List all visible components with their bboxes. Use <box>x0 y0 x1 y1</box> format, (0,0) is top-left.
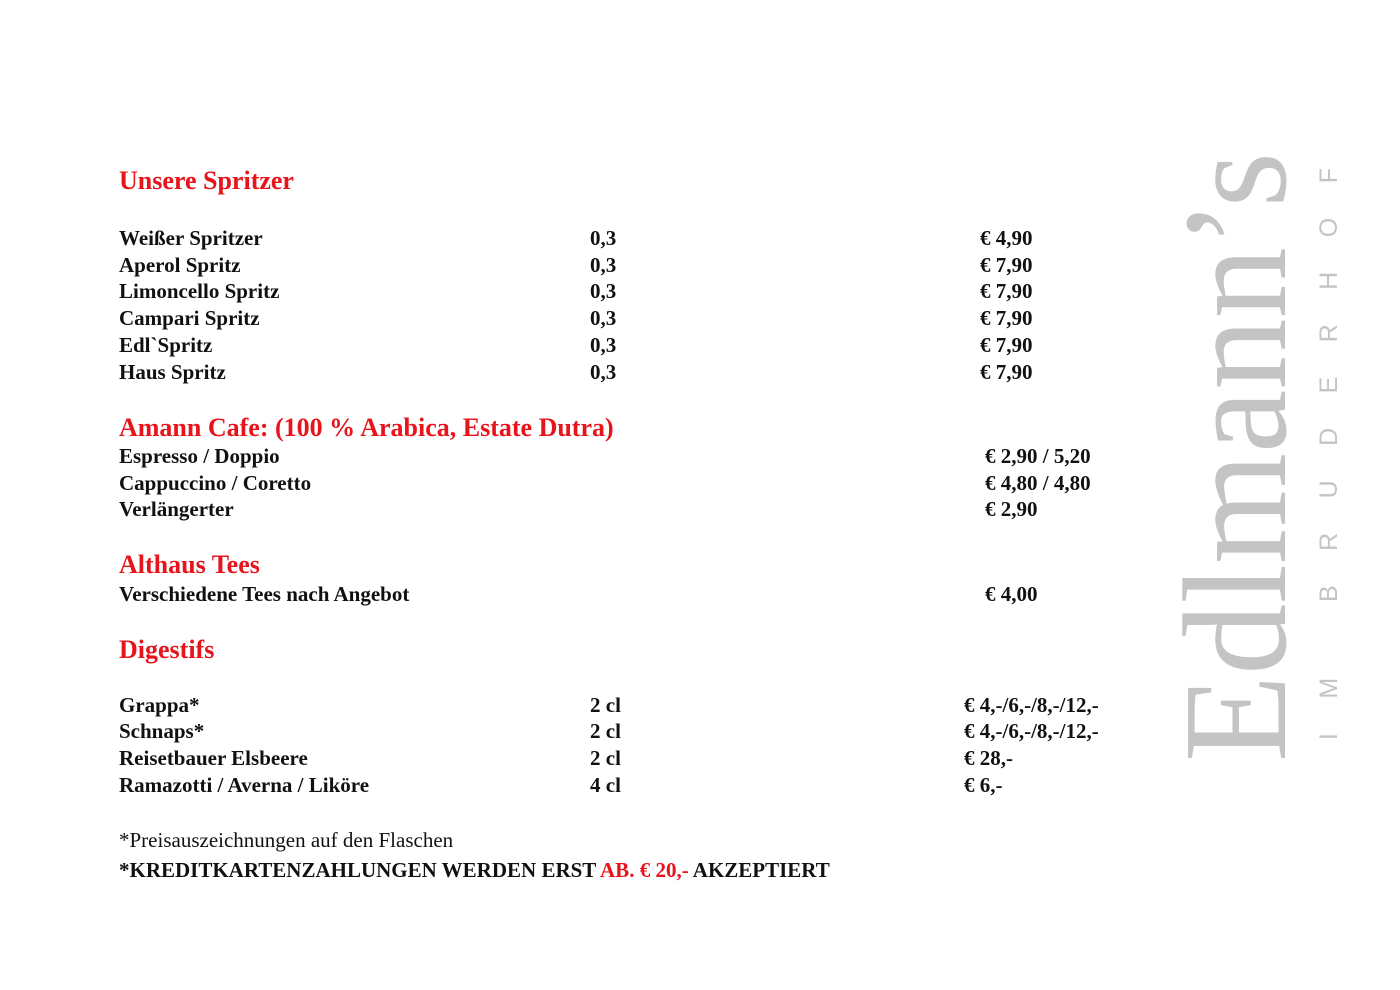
item-size: 0,3 <box>590 306 617 330</box>
item-size: 0,3 <box>590 279 617 303</box>
item-name: Limoncello Spritz <box>119 279 280 303</box>
note-prices-on-bottles: *Preisauszeichnungen auf den Flaschen <box>119 828 454 852</box>
note-card-suffix: AKZEPTIERT <box>692 858 830 882</box>
menu-item-row <box>119 496 1169 523</box>
item-price: € 7,90 <box>980 253 1033 277</box>
item-name: Aperol Spritz <box>119 253 241 277</box>
item-name: Weißer Spritzer <box>119 226 263 250</box>
item-price: € 7,90 <box>980 306 1033 330</box>
item-name: Grappa* <box>119 693 200 717</box>
menu-item-row <box>119 225 1169 252</box>
item-size: 0,3 <box>590 360 617 384</box>
brand-name: Edlmann’s <box>1154 150 1318 762</box>
item-price: € 7,90 <box>980 279 1033 303</box>
section-title-spritzer: Unsere Spritzer <box>119 166 294 195</box>
item-name: Ramazotti / Averna / Liköre <box>119 773 370 797</box>
menu-item-row <box>119 278 1169 305</box>
item-size: 2 cl <box>590 693 621 717</box>
menu-item-row <box>119 252 1169 279</box>
item-size: 0,3 <box>590 333 617 357</box>
item-size: 2 cl <box>590 746 621 770</box>
menu-item-row <box>119 470 1169 497</box>
item-price: € 6,- <box>964 773 1003 797</box>
section-title-cafe: Amann Cafe: (100 % Arabica, Estate Dutra) <box>119 413 614 442</box>
brand-logo <box>1145 150 1345 770</box>
section-title-tea: Althaus Tees <box>119 550 260 579</box>
item-size: 0,3 <box>590 253 617 277</box>
item-name: Schnaps* <box>119 719 205 743</box>
item-name: Edl`Spritz <box>119 333 213 357</box>
item-name: Verlängerter <box>119 497 234 521</box>
item-name: Reisetbauer Elsbeere <box>119 746 308 770</box>
item-price: € 7,90 <box>980 360 1033 384</box>
item-price: € 4,00 <box>985 582 1038 606</box>
item-price: € 28,- <box>964 746 1013 770</box>
item-name: Haus Spritz <box>119 360 226 384</box>
menu-item-row <box>119 692 1169 719</box>
menu-item-row <box>119 772 1169 799</box>
item-price: € 4,80 / 4,80 <box>985 471 1091 495</box>
menu-item-row <box>119 332 1169 359</box>
note-card-payment <box>119 857 830 884</box>
item-name: Cappuccino / Coretto <box>119 471 312 495</box>
item-size: 4 cl <box>590 773 621 797</box>
item-name: Campari Spritz <box>119 306 260 330</box>
item-size: 2 cl <box>590 719 621 743</box>
item-name: Verschiedene Tees nach Angebot <box>119 582 410 606</box>
menu-item-row <box>119 443 1169 470</box>
item-price: € 4,-/6,-/8,-/12,- <box>964 719 1099 743</box>
item-price: € 4,90 <box>980 226 1033 250</box>
menu-item-row <box>119 359 1169 386</box>
item-price: € 2,90 <box>985 497 1038 521</box>
brand-tagline: IM BRUDERHOF <box>1315 168 1343 740</box>
menu-item-row <box>119 718 1169 745</box>
item-price: € 7,90 <box>980 333 1033 357</box>
item-size: 0,3 <box>590 226 617 250</box>
item-price: € 4,-/6,-/8,-/12,- <box>964 693 1099 717</box>
note-card-prefix: *KREDITKARTENZAHLUNGEN WERDEN ERST <box>119 858 596 882</box>
note-card-amount: AB. € 20,- <box>600 858 689 882</box>
item-name: Espresso / Doppio <box>119 444 280 468</box>
section-title-digestifs: Digestifs <box>119 635 215 664</box>
item-price: € 2,90 / 5,20 <box>985 444 1091 468</box>
menu-item-row <box>119 581 1169 608</box>
menu-item-row <box>119 305 1169 332</box>
menu-item-row <box>119 745 1169 772</box>
